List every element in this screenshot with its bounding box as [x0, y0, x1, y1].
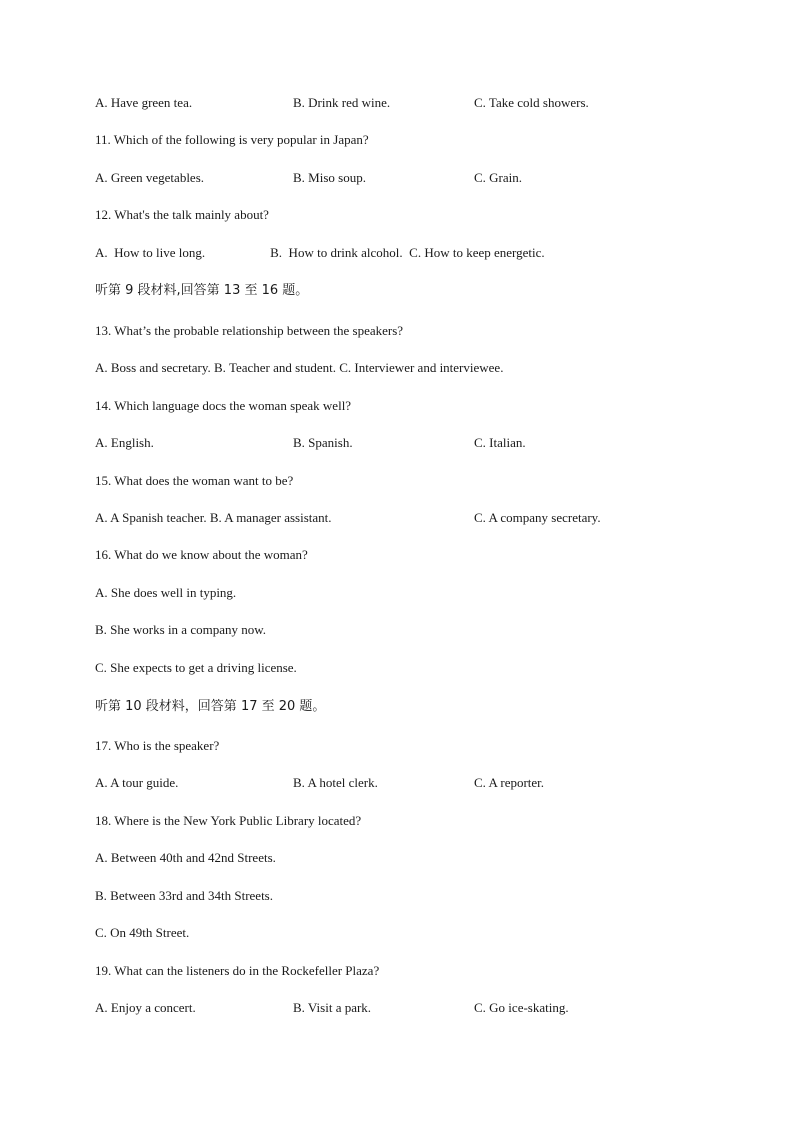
question-11: 11. Which of the following is very popular in Japan?: [95, 132, 369, 147]
option-a: A. Green vegetables.: [95, 170, 205, 185]
option-c: C. A reporter.: [474, 775, 545, 790]
question-17: 17. Who is the speaker?: [95, 738, 220, 753]
option-b: B. Miso soup.: [293, 170, 366, 185]
option-c: C. Italian.: [474, 435, 526, 450]
option-c: C. Go ice-skating.: [474, 1000, 569, 1015]
options-row-q13: A. Boss and secretary. B. Teacher and student. C. Interviewer and interviewee.: [95, 360, 504, 375]
question-18: 18. Where is the New York Public Library located?: [95, 813, 362, 828]
question-13: 13. What’s the probable relationship between the speakers?: [95, 323, 404, 338]
option-b: B. Visit a park.: [293, 1000, 372, 1015]
option-b: B. Between 33rd and 34th Streets.: [95, 888, 273, 903]
question-15: 15. What does the woman want to be?: [95, 473, 294, 488]
option-a: A. Have green tea.: [95, 95, 193, 110]
option-c: C. A company secretary.: [474, 510, 601, 525]
option-a-b: A. A Spanish teacher. B. A manager assistant.: [95, 510, 332, 525]
option-a: A. A tour guide.: [95, 775, 179, 790]
option-b: B. A hotel clerk.: [293, 775, 378, 790]
option-c: C. She expects to get a driving license.: [95, 660, 297, 675]
question-16: 16. What do we know about the woman?: [95, 547, 308, 562]
option-a: A. She does well in typing.: [95, 585, 237, 600]
options-row-q12: A. How to live long. B. How to drink alcohol. C. How to keep energetic.: [95, 245, 545, 260]
question-12: 12. What's the talk mainly about?: [95, 207, 269, 222]
section-heading-10: 听第 10 段材料，回答第 17 至 20 题。: [95, 699, 326, 714]
option-b: B. Drink red wine.: [293, 95, 391, 110]
section-heading-9: 听第 9 段材料,回答第 13 至 16 题。: [95, 283, 309, 298]
question-19: 19. What can the listeners do in the Rockefeller Plaza?: [95, 963, 380, 978]
question-14: 14. Which language docs the woman speak well?: [95, 398, 352, 413]
option-b: B. Spanish.: [293, 435, 353, 450]
option-b: B. She works in a company now.: [95, 622, 267, 637]
option-a: A. Between 40th and 42nd Streets.: [95, 850, 276, 865]
option-c: C. Take cold showers.: [474, 95, 589, 110]
option-c: C. On 49th Street.: [95, 925, 190, 940]
option-a: A. Enjoy a concert.: [95, 1000, 196, 1015]
option-c: C. Grain.: [474, 170, 523, 185]
option-a: A. English.: [95, 435, 154, 450]
